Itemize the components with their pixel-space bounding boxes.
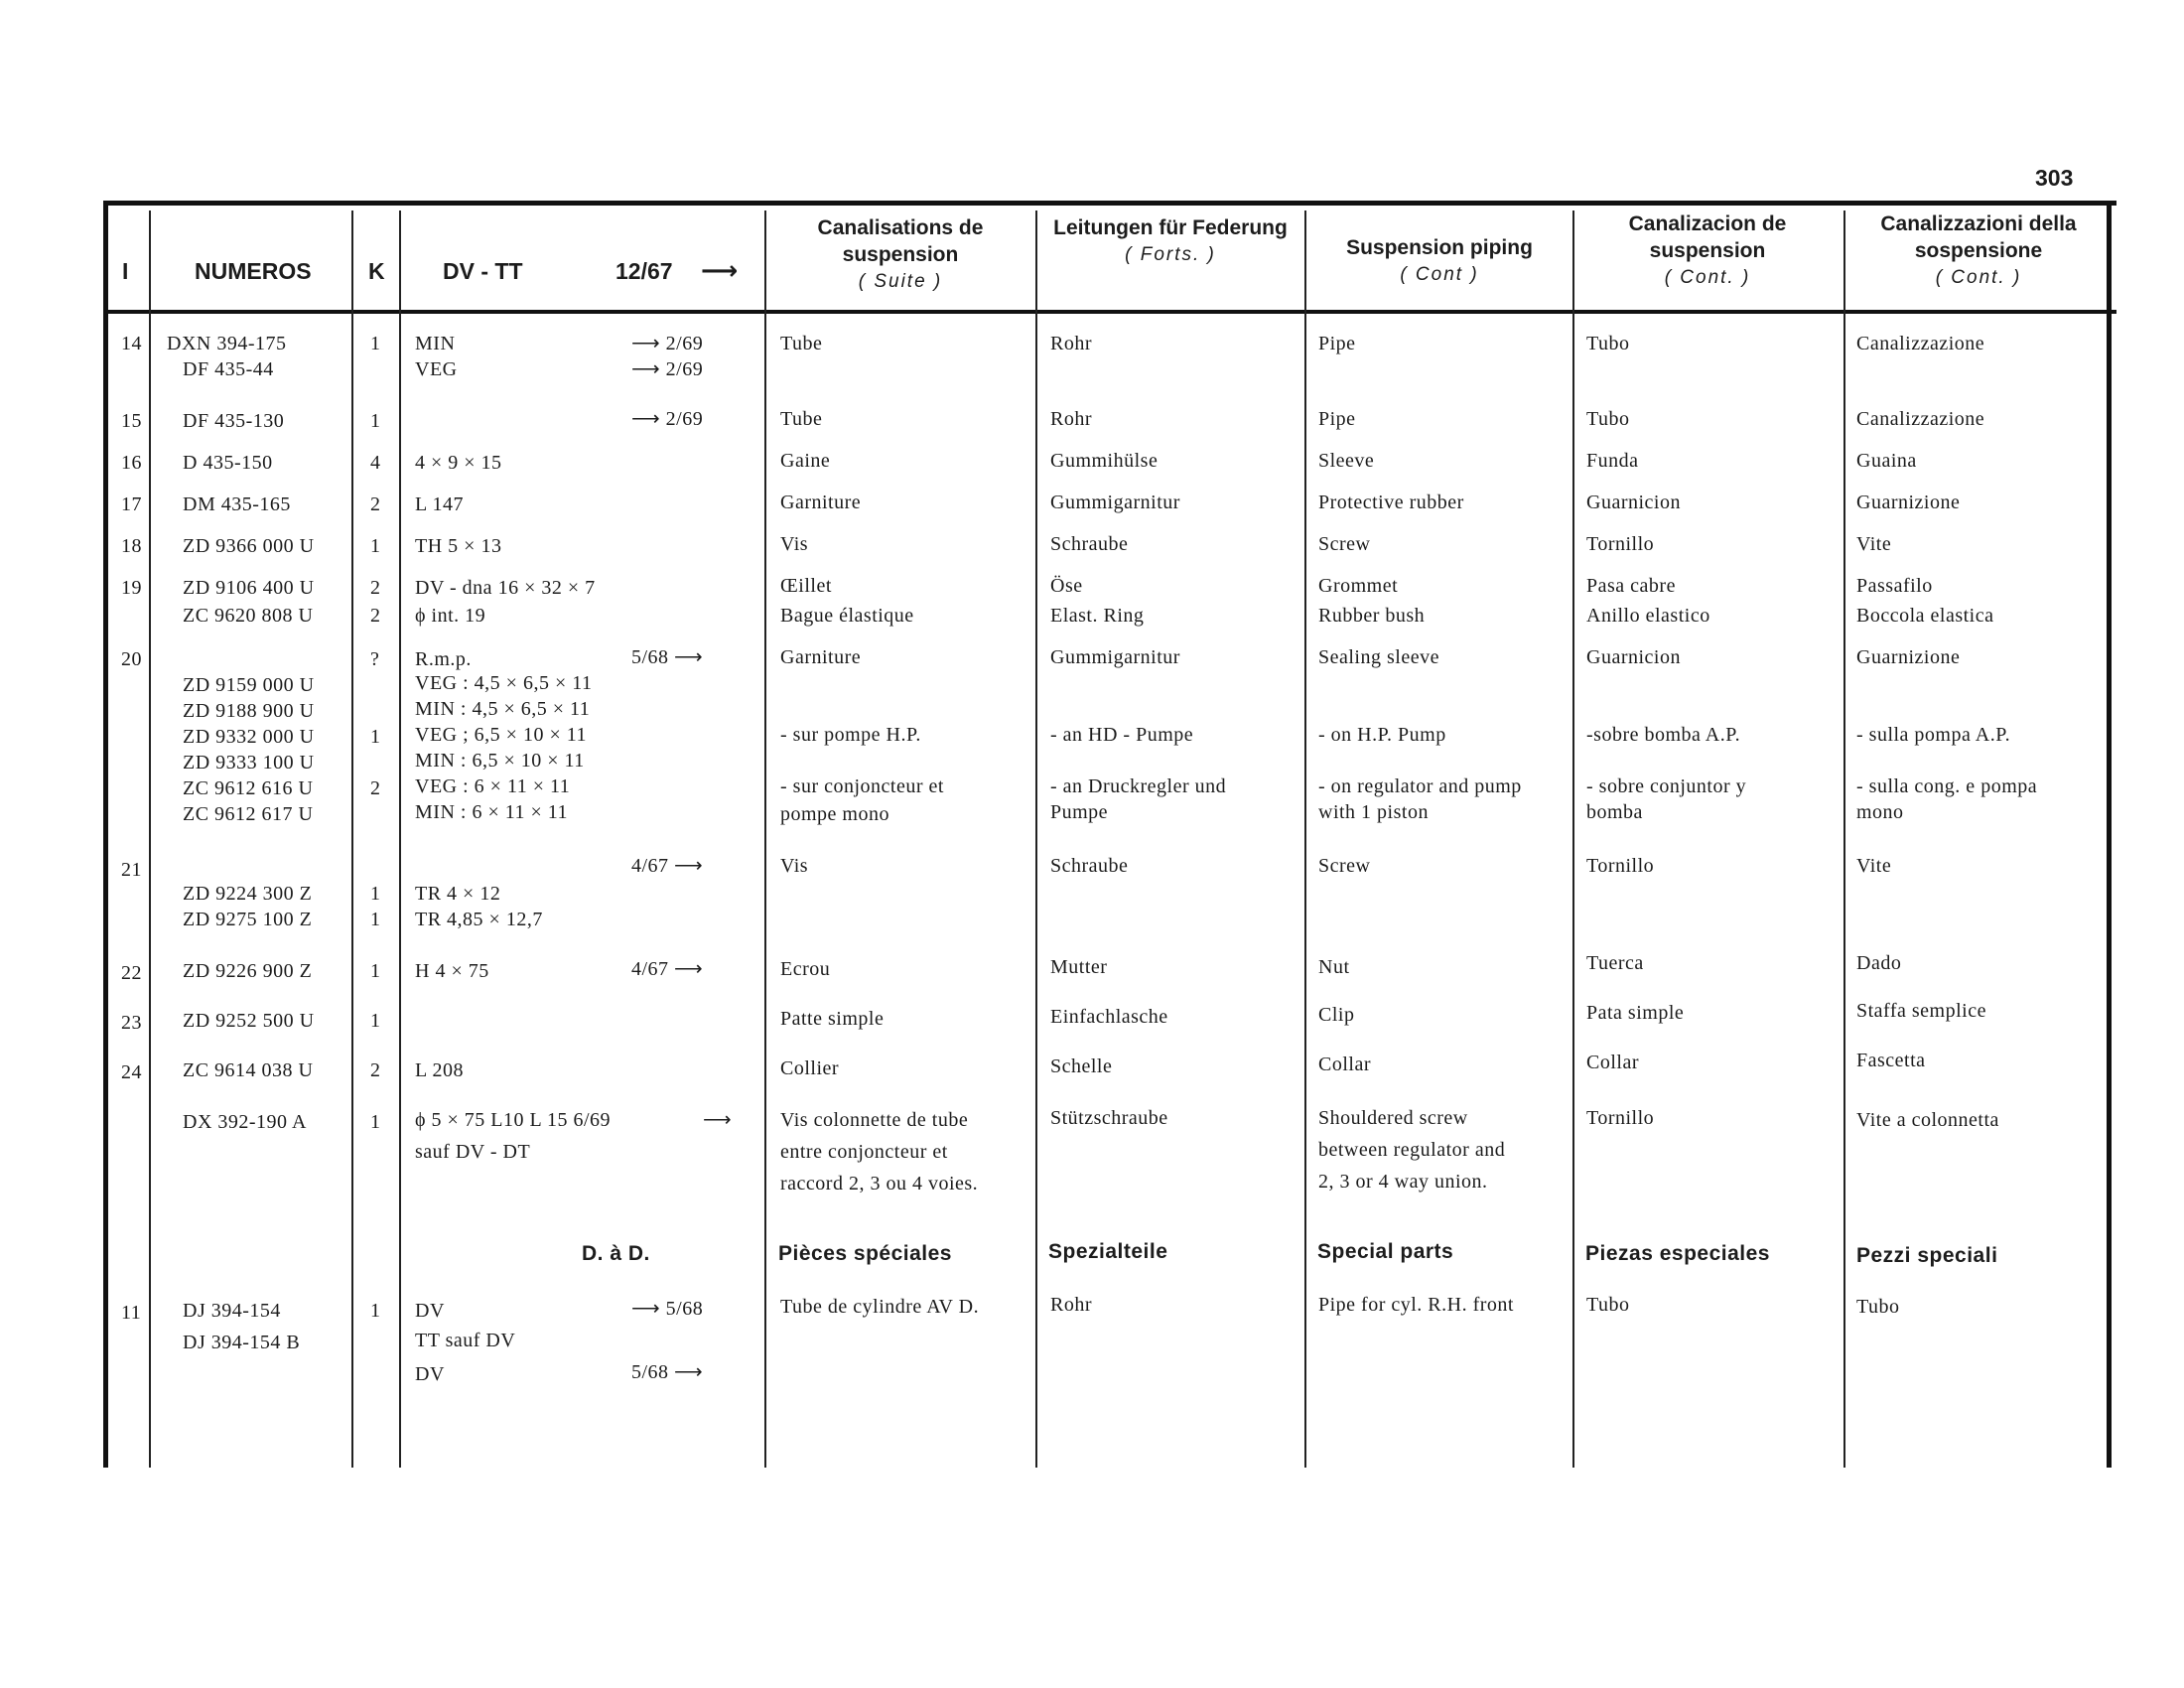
cell-idx: 21	[121, 859, 142, 881]
cell-num2: ZC 9620 808 U	[183, 605, 314, 627]
cell-spec: R.m.p.	[415, 648, 472, 670]
cell-en: Screw	[1318, 855, 1371, 877]
cell-de: Stützschraube	[1050, 1107, 1168, 1129]
special-italian-label: Pezzi speciali	[1856, 1244, 1998, 1267]
cell-de: Rohr	[1050, 333, 1092, 354]
special-german-label: Spezialteile	[1048, 1240, 1168, 1263]
cell-num2: ZD 9226 900 Z	[183, 960, 313, 982]
cell-fr: Vis	[780, 855, 809, 877]
cell-es: Tuerca	[1586, 952, 1644, 974]
cell-es: - sobre conjuntor y	[1586, 775, 1747, 797]
cell-de: Elast. Ring	[1050, 605, 1145, 627]
cell-en: Nut	[1318, 956, 1350, 978]
cell-es: Tubo	[1586, 333, 1630, 354]
cell-idx: 22	[121, 962, 142, 984]
cell-en: between regulator and	[1318, 1139, 1506, 1161]
cell-fr: Garniture	[780, 492, 862, 513]
cell-idx: 19	[121, 577, 142, 599]
cell-idx: 23	[121, 1012, 142, 1034]
cell-it: Guarnizione	[1856, 492, 1961, 513]
cell-idx: 17	[121, 493, 142, 515]
cell-es: Tubo	[1586, 1294, 1630, 1316]
cell-it: Vite	[1856, 533, 1892, 555]
cell-fr: entre conjoncteur et	[780, 1141, 948, 1163]
cell-de: Gummigarnitur	[1050, 646, 1180, 668]
cell-it: mono	[1856, 801, 1904, 823]
cell-spec: ϕ 5 × 75 L10 L 15 6/69	[415, 1109, 612, 1131]
cell-it: Guaina	[1856, 450, 1917, 472]
cell-date: 4/67 ⟶	[631, 855, 704, 877]
cell-de: Pumpe	[1050, 801, 1109, 823]
cell-de: Mutter	[1050, 956, 1108, 978]
cell-k: 2	[370, 493, 381, 515]
cell-it: Staffa semplice	[1856, 1000, 1986, 1022]
cell-date: ⟶ 2/69	[631, 333, 704, 354]
cell-idx: 18	[121, 535, 142, 557]
cell-k: 4	[370, 452, 381, 474]
cell-k: 1	[370, 535, 381, 557]
cell-de: - an Druckregler und	[1050, 775, 1227, 797]
header-french-title: Canalisations de suspension	[817, 216, 984, 266]
cell-en: Clip	[1318, 1004, 1355, 1026]
cell-spec: VEG : 4,5 × 6,5 × 11	[415, 672, 593, 694]
cell-spec: TH 5 × 13	[415, 535, 502, 557]
cell-spec: ϕ int. 19	[415, 605, 486, 627]
cell-en: Shouldered screw	[1318, 1107, 1468, 1129]
right-border	[2107, 201, 2112, 1468]
cell-num2: DF 435-44	[183, 358, 274, 380]
cell-it: Dado	[1856, 952, 1902, 974]
cell-en: Grommet	[1318, 575, 1399, 597]
cell-num2: ZD 9106 400 U	[183, 577, 315, 599]
cell-k: 2	[370, 577, 381, 599]
cell-en: with 1 piston	[1318, 801, 1429, 823]
special-french-label: Pièces spéciales	[778, 1242, 952, 1265]
cell-it: Vite a colonnetta	[1856, 1109, 1999, 1131]
cell-spec: VEG : 6 × 11 × 11	[415, 775, 571, 797]
cell-spec: DV	[415, 1363, 445, 1385]
cell-spec: DV - dna 16 × 32 × 7	[415, 577, 596, 599]
cell-k: 1	[370, 1300, 381, 1322]
header-numeros: NUMEROS	[195, 258, 312, 284]
cell-spec: DV	[415, 1300, 445, 1322]
cell-it: Guarnizione	[1856, 646, 1961, 668]
cell-date: ⟶ 2/69	[631, 358, 704, 380]
cell-es: Pata simple	[1586, 1002, 1685, 1024]
cell-de: Rohr	[1050, 1294, 1092, 1316]
cell-fr: pompe mono	[780, 803, 889, 825]
cell-es: Guarnicion	[1586, 492, 1681, 513]
cell-en: - on H.P. Pump	[1318, 724, 1446, 746]
cell-es: Funda	[1586, 450, 1639, 472]
cell-it: - sulla pompa A.P.	[1856, 724, 2011, 746]
cell-num2: ZC 9612 616 U	[183, 777, 314, 799]
cell-es: Tornillo	[1586, 855, 1655, 877]
cell-fr: - sur pompe H.P.	[780, 724, 921, 746]
cell-k: 1	[370, 1010, 381, 1032]
cell-date: 5/68 ⟶	[631, 646, 704, 668]
cell-k: 1	[370, 883, 381, 905]
column-separator	[399, 211, 401, 1468]
cell-spec: VEG	[415, 358, 458, 380]
cell-num2: ZD 9252 500 U	[183, 1010, 315, 1032]
cell-spec: sauf DV - DT	[415, 1141, 531, 1163]
column-separator	[1843, 211, 1845, 1468]
cell-k: ?	[370, 648, 380, 670]
cell-en: Sleeve	[1318, 450, 1375, 472]
cell-arr: ⟶	[703, 1109, 733, 1131]
cell-en: Pipe	[1318, 408, 1356, 430]
cell-k: 1	[370, 410, 381, 432]
cell-fr: Œillet	[780, 575, 832, 597]
header-top-rule	[105, 201, 2116, 206]
header-date-arrow: ⟶	[701, 256, 739, 286]
column-separator	[1572, 211, 1574, 1468]
cell-date: 4/67 ⟶	[631, 958, 704, 980]
cell-spec: L 147	[415, 493, 464, 515]
cell-de: Gummigarnitur	[1050, 492, 1180, 513]
cell-it: - sulla cong. e pompa	[1856, 775, 2038, 797]
special-dad-label: D. à D.	[582, 1242, 650, 1265]
cell-k: 1	[370, 726, 381, 748]
left-border	[103, 201, 108, 1468]
cell-en: Pipe	[1318, 333, 1356, 354]
cell-spec: MIN : 6 × 11 × 11	[415, 801, 569, 823]
cell-de: Öse	[1050, 575, 1083, 597]
cell-date: 5/68 ⟶	[631, 1361, 704, 1383]
header-english	[1312, 234, 1567, 288]
column-separator	[1304, 211, 1306, 1468]
cell-es: Tornillo	[1586, 1107, 1655, 1129]
cell-es: Collar	[1586, 1052, 1639, 1073]
cell-fr: Patte simple	[780, 1008, 885, 1030]
cell-k: 2	[370, 605, 381, 627]
header-german-title: Leitungen für Federung	[1053, 216, 1288, 239]
cell-it: Tubo	[1856, 1296, 1900, 1318]
cell-idx: 24	[121, 1061, 142, 1083]
cell-fr: - sur conjoncteur et	[780, 775, 944, 797]
cell-spec: TT sauf DV	[415, 1330, 516, 1351]
column-separator	[351, 211, 353, 1468]
cell-it: Canalizzazione	[1856, 408, 1985, 430]
cell-num2: DF 435-130	[183, 410, 285, 432]
cell-de: Rohr	[1050, 408, 1092, 430]
header-date: 12/67	[615, 258, 673, 284]
cell-de: Einfachlasche	[1050, 1006, 1168, 1028]
cell-es: Guarnicion	[1586, 646, 1681, 668]
cell-de: Gummihülse	[1050, 450, 1159, 472]
cell-es: bomba	[1586, 801, 1643, 823]
special-spanish-label: Piezas especiales	[1585, 1242, 1770, 1265]
cell-date: ⟶ 5/68	[631, 1298, 704, 1320]
cell-fr: Collier	[780, 1057, 840, 1079]
header-english-title: Suspension piping	[1346, 236, 1533, 259]
cell-num2: DJ 394-154	[183, 1300, 281, 1322]
cell-en: - on regulator and pump	[1318, 775, 1522, 797]
cell-idx: 15	[121, 410, 142, 432]
header-spanish-title: Canalizacion de suspension	[1628, 212, 1787, 262]
cell-num2: D 435-150	[183, 452, 273, 474]
cell-fr: Ecrou	[780, 958, 831, 980]
cell-en: 2, 3 or 4 way union.	[1318, 1171, 1488, 1193]
header-english-sub: ( Cont )	[1400, 264, 1479, 285]
cell-num2: ZD 9333 100 U	[183, 752, 315, 774]
cell-it: Vite	[1856, 855, 1892, 877]
cell-num2: DM 435-165	[183, 493, 291, 515]
cell-fr: Vis	[780, 533, 809, 555]
cell-num2: ZD 9275 100 Z	[183, 909, 313, 930]
cell-k: 2	[370, 777, 381, 799]
column-separator	[1035, 211, 1037, 1468]
header-italian-sub: ( Cont. )	[1935, 267, 2022, 288]
cell-spec: VEG ; 6,5 × 10 × 11	[415, 724, 587, 746]
cell-es: Anillo elastico	[1586, 605, 1710, 627]
cell-en: Rubber bush	[1318, 605, 1426, 627]
cell-spec: H 4 × 75	[415, 960, 489, 982]
cell-it: Canalizzazione	[1856, 333, 1985, 354]
header-spanish-sub: ( Cont. )	[1664, 267, 1751, 288]
cell-num2: ZD 9188 900 U	[183, 700, 315, 722]
cell-de: - an HD - Pumpe	[1050, 724, 1194, 746]
cell-es: Tubo	[1586, 408, 1630, 430]
cell-de: Schraube	[1050, 855, 1129, 877]
special-english-label: Special parts	[1317, 1240, 1454, 1263]
header-german	[1044, 214, 1297, 268]
cell-en: Collar	[1318, 1054, 1371, 1075]
page-number: 303	[2035, 165, 2074, 191]
header-k: K	[368, 258, 385, 284]
cell-num2: DJ 394-154 B	[183, 1332, 301, 1353]
cell-num2: DX 392-190 A	[183, 1111, 307, 1133]
cell-date: ⟶ 2/69	[631, 408, 704, 430]
cell-idx: 20	[121, 648, 142, 670]
cell-en: Screw	[1318, 533, 1371, 555]
cell-fr: Gaine	[780, 450, 831, 472]
cell-k: 1	[370, 960, 381, 982]
column-separator	[149, 211, 151, 1468]
cell-idx: 14	[121, 333, 142, 354]
cell-de: Schelle	[1050, 1055, 1113, 1077]
cell-es: Pasa cabre	[1586, 575, 1676, 597]
cell-num: DXN 394-175	[167, 333, 287, 354]
cell-en: Sealing sleeve	[1318, 646, 1439, 668]
cell-k: 1	[370, 333, 381, 354]
cell-es: -sobre bomba A.P.	[1586, 724, 1741, 746]
cell-it: Fascetta	[1856, 1050, 1926, 1071]
cell-spec: L 208	[415, 1059, 464, 1081]
cell-fr: Tube	[780, 408, 823, 430]
cell-num2: ZD 9159 000 U	[183, 674, 315, 696]
cell-spec: TR 4 × 12	[415, 883, 501, 905]
cell-spec: MIN : 6,5 × 10 × 11	[415, 750, 585, 772]
cell-fr: Tube	[780, 333, 823, 354]
cell-en: Pipe for cyl. R.H. front	[1318, 1294, 1514, 1316]
header-french-sub: ( Suite )	[858, 271, 943, 292]
cell-num2: ZD 9224 300 Z	[183, 883, 313, 905]
cell-es: Tornillo	[1586, 533, 1655, 555]
cell-num2: ZC 9612 617 U	[183, 803, 314, 825]
header-italian-title: Canalizzazioni della sospensione	[1880, 212, 2077, 262]
header-bottom-rule	[105, 310, 2116, 314]
cell-k: 1	[370, 1111, 381, 1133]
cell-num2: ZD 9332 000 U	[183, 726, 315, 748]
cell-idx: 11	[121, 1302, 142, 1324]
cell-it: Passafilo	[1856, 575, 1933, 597]
cell-fr: Vis colonnette de tube	[780, 1109, 969, 1131]
cell-it: Boccola elastica	[1856, 605, 1994, 627]
cell-num2: ZD 9366 000 U	[183, 535, 315, 557]
cell-idx: 16	[121, 452, 142, 474]
cell-spec: TR 4,85 × 12,7	[415, 909, 543, 930]
header-french	[774, 214, 1026, 295]
header-model: DV - TT	[443, 258, 523, 284]
cell-num2: ZC 9614 038 U	[183, 1059, 314, 1081]
cell-fr: Bague élastique	[780, 605, 914, 627]
cell-k: 1	[370, 909, 381, 930]
cell-de: Schraube	[1050, 533, 1129, 555]
header-index: I	[122, 258, 129, 284]
header-spanish	[1580, 211, 1835, 291]
cell-en: Protective rubber	[1318, 492, 1464, 513]
cell-fr: Tube de cylindre AV D.	[780, 1296, 980, 1318]
cell-k: 2	[370, 1059, 381, 1081]
header-italian	[1852, 211, 2105, 291]
cell-spec: 4 × 9 × 15	[415, 452, 502, 474]
column-separator	[764, 211, 766, 1468]
header-german-sub: ( Forts. )	[1125, 244, 1216, 265]
cell-fr: Garniture	[780, 646, 862, 668]
cell-fr: raccord 2, 3 ou 4 voies.	[780, 1173, 979, 1195]
cell-spec: MIN	[415, 333, 456, 354]
cell-spec: MIN : 4,5 × 6,5 × 11	[415, 698, 591, 720]
